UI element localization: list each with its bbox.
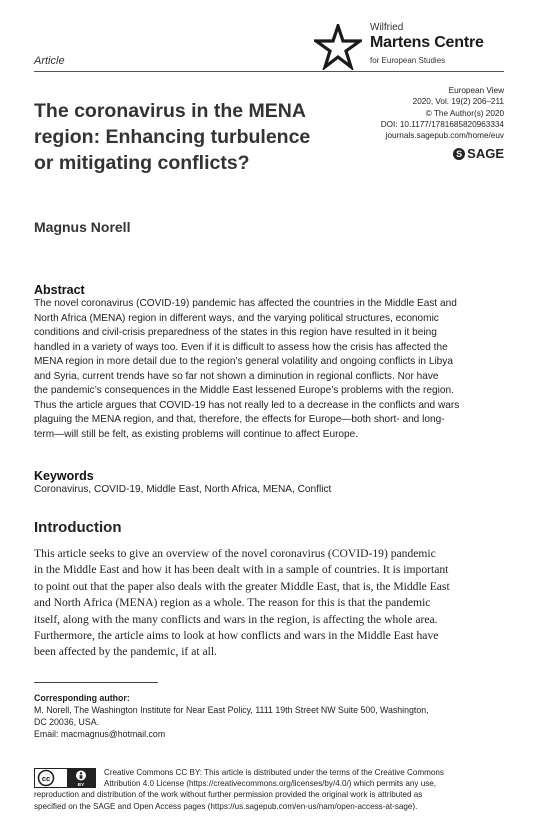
publisher-logo — [314, 22, 514, 72]
sage-logo — [453, 146, 504, 161]
abstract-line: The novel coronavirus (COVID-19) pandemic has affected the countries in the Middle East and — [34, 298, 457, 309]
abstract-heading: Abstract — [34, 283, 85, 297]
corresponding-author — [34, 692, 503, 740]
abstract-line: MENA region in more detail due to the region’s general volatility and ongoing conflicts in Libya — [34, 356, 453, 367]
license-line[interactable]: Attribution 4.0 License (https://creativecommons.org/licenses/by/4.0/) which permits any use, — [104, 779, 436, 789]
article-type-label: Article — [34, 55, 65, 67]
journal-metadata — [381, 85, 504, 141]
title-line: The coronavirus in the MENA — [34, 100, 306, 122]
article-title — [34, 98, 354, 176]
introduction-line: in the Middle East and how it has been dealt with in a sample of countries. It is important — [34, 563, 449, 577]
footnote-divider — [34, 682, 158, 683]
license-line[interactable]: specified on the SAGE and Open Access pages (https://us.sagepub.com/en-us/nam/open-access-at-sage). — [34, 801, 418, 811]
by-badge-text: BY — [77, 783, 85, 788]
journal-url[interactable]: journals.sagepub.com/home/euv — [385, 131, 504, 141]
license-line: Creative Commons CC BY: This article is distributed under the terms of the Creative Commons — [104, 768, 444, 777]
creative-commons-by-icon — [34, 768, 96, 788]
title-line: region: Enhancing turbulence — [34, 126, 311, 148]
star-icon — [314, 24, 362, 70]
abstract-line: conditions and civil-crisis preparedness of the states in this region have resulted in it being — [34, 327, 437, 338]
logo-line-3: for European Studies — [370, 56, 446, 65]
abstract-line: term—will still be felt, as existing problems will continue to affect Europe. — [34, 428, 359, 440]
abstract-line: the pandemic’s consequences in the Middle East lessened Europe’s problems with the region. — [34, 385, 454, 396]
abstract-body — [34, 297, 503, 442]
license-notice — [34, 767, 503, 812]
journal-volume: 2020, Vol. 19(2) 206–211 — [412, 97, 504, 107]
corresponding-email[interactable]: Email: macmagnus@hotmail.com — [34, 729, 166, 739]
journal-name: European View — [448, 86, 504, 95]
introduction-line: and North Africa (MENA) region as a whole. The reason for this is that the pandemic — [34, 596, 431, 610]
abstract-line: plaguing the MENA region, and that, therefore, the effects for Europe—both short- and long- — [34, 414, 445, 425]
header-divider — [34, 71, 504, 72]
abstract-line: handled in a variety of ways too. Even if it is difficult to assess how the crisis has affected the — [34, 341, 448, 353]
logo-line-2: Martens Centre — [370, 34, 484, 51]
corresponding-address: DC 20036, USA. — [34, 717, 100, 727]
abstract-line: Thus the article argues that COVID-19 has not really led to a decrease in the conflicts and wars — [34, 399, 460, 411]
introduction-line: been affected by the pandemic, if at all. — [34, 645, 217, 659]
introduction-line: This article seeks to give an overview of the novel coronavirus (COVID-19) pandemic — [34, 547, 436, 560]
doi: DOI: 10.1177/1781685820963334 — [380, 119, 504, 129]
introduction-line: Furthermore, the article aims to look at how conflicts and wars in the Middle East have — [34, 629, 439, 643]
introduction-heading: Introduction — [34, 519, 122, 536]
keywords-heading: Keywords — [34, 469, 94, 483]
introduction-body — [34, 546, 503, 661]
corresponding-heading: Corresponding author: — [34, 693, 130, 703]
introduction-line: to point out that the paper also deals with the greater Middle East, that is, the Middle East — [34, 579, 450, 593]
copyright: © The Author(s) 2020 — [425, 108, 504, 118]
title-line: or mitigating conflicts? — [34, 152, 250, 174]
cc-badge-text: cc — [41, 774, 51, 783]
author-name: Magnus Norell — [34, 219, 131, 235]
abstract-line: and Syria, current trends have so far not shown a diminution in regional conflicts. Nor have — [34, 370, 439, 382]
logo-line-1: Wilfried — [370, 22, 404, 33]
sage-symbol-icon: S — [453, 148, 465, 160]
introduction-line: itself, along with the many conflicts and wars in the region, is affecting the whole area. — [34, 612, 438, 626]
keywords-list: Coronavirus, COVID-19, Middle East, North Africa, MENA, Conflict — [34, 484, 332, 495]
corresponding-address: M. Norell, The Washington Institute for Near East Policy, 1111 19th Street NW Suite 500, Washington, — [34, 705, 429, 715]
sage-wordmark: SAGE — [467, 146, 504, 161]
abstract-line: North Africa (MENA) region in different ways, and the varying political structures, economic — [34, 312, 439, 324]
license-line: reproduction and distribution of the work without further permission provided the original work is attributed as — [34, 790, 423, 800]
